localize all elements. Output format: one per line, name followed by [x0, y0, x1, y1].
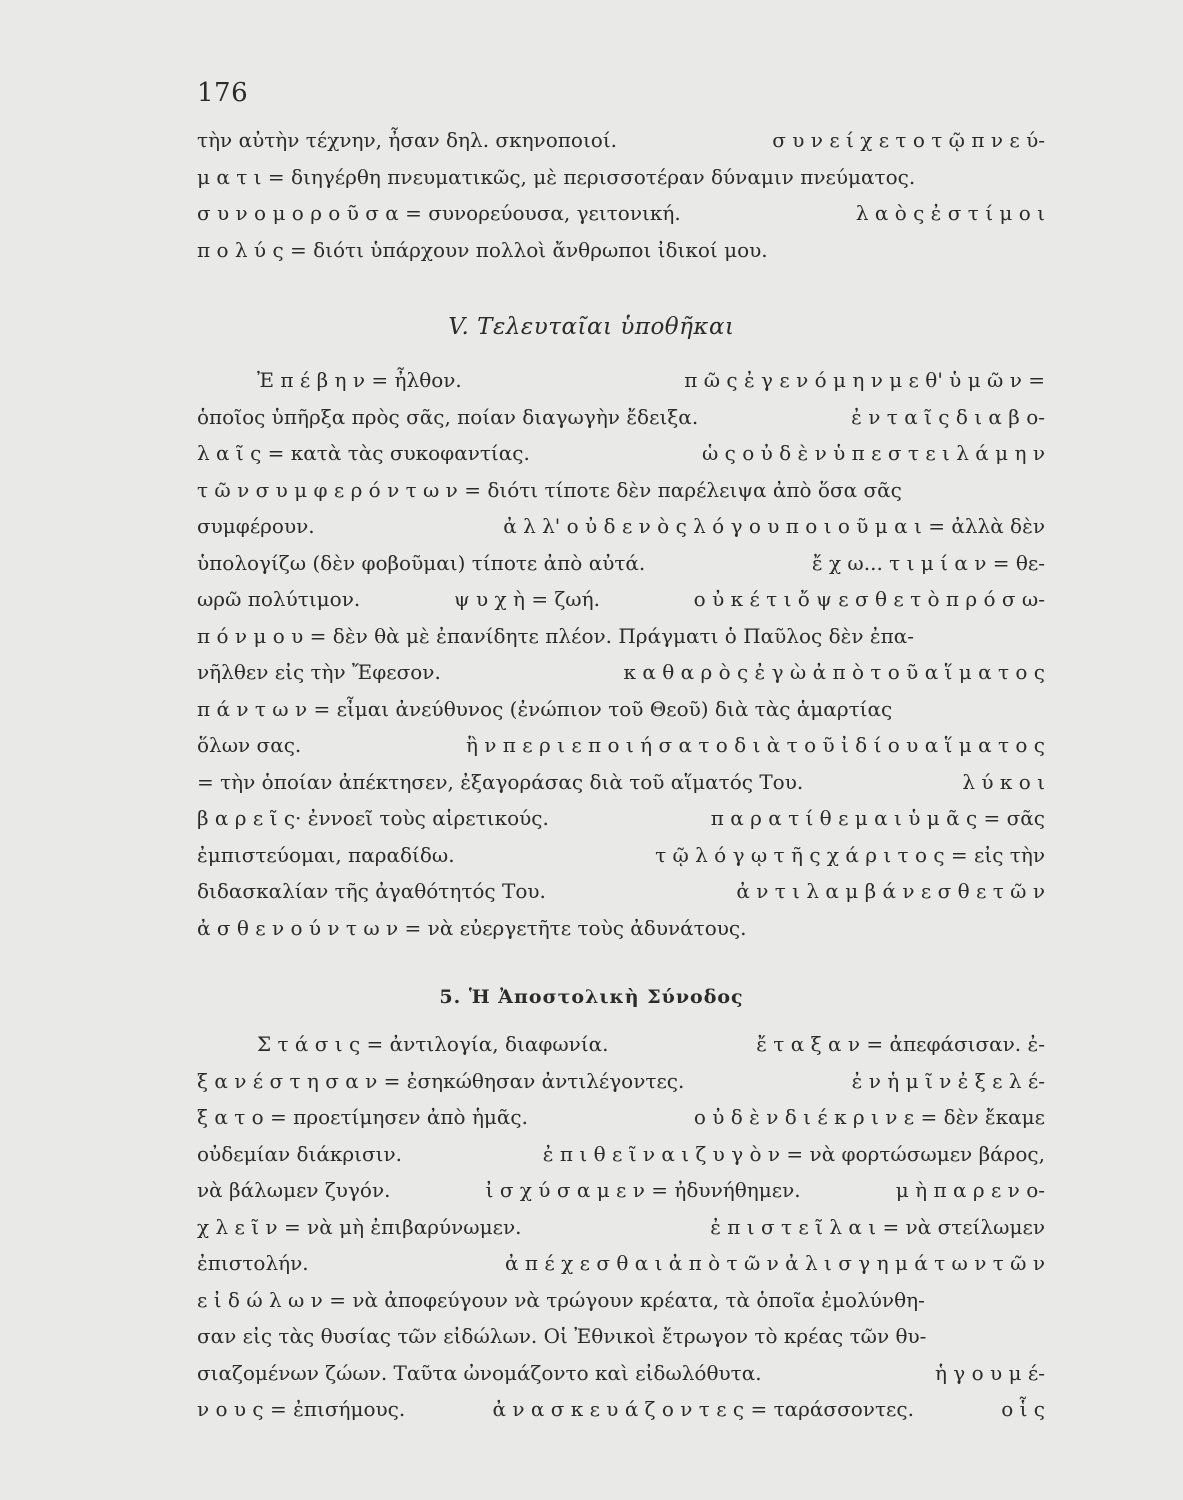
text-line	[197, 1288, 1045, 1325]
text-line	[197, 770, 1045, 807]
text-segment: νῆλθεν εἰς τὴν Ἔφεσον.	[197, 660, 441, 684]
text-segment: ο ὐ κ έ τ ι ὄ ψ ε σ θ ε τ ὸ π ρ ό σ ω-	[693, 587, 1045, 611]
text-line	[197, 624, 1045, 661]
text-segment: τὴν αὐτὴν τέχνην, ἦσαν δηλ. σκηνοποιοί.	[197, 128, 618, 152]
text-line	[197, 697, 1045, 734]
text-segment: ἐπιστολήν.	[197, 1251, 309, 1275]
text-line	[197, 551, 1045, 588]
text-segment: ἰ σ χ ύ σ α μ ε ν = ἠδυνήθημεν.	[485, 1178, 801, 1202]
text-segment: π ό ν μ ο υ = δὲν θὰ μὲ ἐπανίδητε πλέον. Πράγματι ὁ Παῦλος δὲν ἐπα-	[197, 623, 915, 648]
text-segment: ἀ ν τ ι λ α μ β ά ν ε σ θ ε τ ῶ ν	[736, 879, 1045, 903]
text-segment: ἀ σ θ ε ν ο ύ ν τ ω ν = νὰ εὐεργετῆτε τοὺς ἀδυνάτους.	[197, 915, 747, 940]
text-segment: διδασκαλίαν τῆς ἀγαθότητός Του.	[197, 879, 546, 903]
text-line	[197, 238, 1045, 275]
text-segment: Ἐ π έ β η ν = ἦλθον.	[257, 368, 462, 392]
text-line	[197, 806, 1045, 843]
text-segment: ἣ ν π ε ρ ι ε π ο ι ή σ α τ ο δ ι ὰ τ ο ῦ ἰ δ ί ο υ α ἵ μ α τ ο ς	[465, 733, 1045, 757]
text-segment: ο ὐ δ ὲ ν δ ι έ κ ρ ι ν ε = δὲν ἔκαμε	[693, 1105, 1045, 1129]
text-segment: λ α ὸ ς ἐ σ τ ί μ ο ι	[855, 201, 1045, 225]
section-heading-5: 5. Ἡ Ἀποστολικὴ Σύνοδος	[439, 986, 744, 1008]
text-segment: ν ο υ ς = ἐπισήμους.	[197, 1397, 406, 1421]
text-segment: ἀ λ λ' ο ὐ δ ε ν ὸ ς λ ό γ ο υ π ο ι ο ῦ μ α ι = ἀλλὰ δὲν	[503, 514, 1045, 538]
text-segment: ἀ π έ χ ε σ θ α ι ἀ π ὸ τ ῶ ν ἀ λ ι σ γ η μ ά τ ω ν τ ῶ ν	[505, 1251, 1045, 1275]
text-line	[197, 368, 1045, 405]
text-segment: τ ῷ λ ό γ ῳ τ ῆ ς χ ά ρ ι τ ο ς = εἰς τὴν	[655, 842, 1045, 867]
text-segment: ἐμπιστεύομαι, παραδίδω.	[197, 842, 455, 867]
text-segment: κ α θ α ρ ὸ ς ἐ γ ὼ ἀ π ὸ τ ο ῦ α ἵ μ α τ ο ς	[623, 660, 1045, 684]
text-segment: β α ρ ε ῖ ς· ἐννοεῖ τοὺς αἱρετικούς.	[197, 806, 549, 830]
text-segment: ἐ π ι σ τ ε ῖ λ α ι = νὰ στείλωμεν	[710, 1214, 1045, 1239]
text-line	[197, 514, 1045, 551]
text-line	[197, 405, 1045, 442]
text-line	[197, 916, 1045, 953]
text-segment: τ ῶ ν σ υ μ φ ε ρ ό ν τ ω ν = διότι τίποτε δὲν παρέλειψα ἀπὸ ὅσα σᾶς	[197, 477, 902, 502]
text-line	[197, 1178, 1045, 1215]
text-line	[197, 1142, 1045, 1179]
text-line	[197, 879, 1045, 916]
text-segment: ωρῶ πολύτιμον.	[197, 587, 361, 611]
text-line	[197, 1215, 1045, 1252]
text-segment: ἔ χ ω... τ ι μ ί α ν = θε-	[811, 550, 1045, 575]
text-segment: ὅλων σας.	[197, 733, 302, 757]
text-line	[197, 1069, 1045, 1106]
text-line	[197, 1251, 1045, 1288]
text-segment: ὑπολογίζω (δὲν φοβοῦμαι) τίποτε ἀπὸ αὐτά.	[197, 550, 646, 575]
text-segment: ὡ ς ο ὐ δ ὲ ν ὑ π ε σ τ ε ι λ ά μ η ν	[702, 441, 1045, 465]
text-segment: χ λ ε ῖ ν = νὰ μὴ ἐπιβαρύνωμεν.	[197, 1214, 522, 1239]
text-segment: ξ α ν έ σ τ η σ α ν = ἐσηκώθησαν ἀντιλέγοντες.	[197, 1068, 685, 1093]
paragraph-3	[197, 1032, 1045, 1434]
text-line	[197, 165, 1045, 202]
text-segment: σαν εἰς τὰς θυσίας τῶν εἰδώλων. Οἱ Ἐθνικοὶ ἔτρωγον τὸ κρέας τῶν θυ-	[197, 1324, 927, 1348]
text-segment: λ α ῖ ς = κατὰ τὰς συκοφαντίας.	[197, 441, 530, 465]
text-segment: ἡ γ ο υ μ έ-	[934, 1360, 1045, 1385]
text-segment: π α ρ α τ ί θ ε μ α ι ὑ μ ᾶ ς = σᾶς	[710, 806, 1045, 830]
text-segment: ψ υ χ ὴ = ζωή.	[453, 587, 600, 611]
text-segment: μ α τ ι = διηγέρθη πνευματικῶς, μὲ περισσοτέραν δύναμιν πνεύματος.	[197, 164, 916, 189]
text-segment: ἐ ν ἡ μ ῖ ν ἐ ξ ε λ έ-	[851, 1068, 1045, 1093]
text-line	[197, 1105, 1045, 1142]
text-segment: νὰ βάλωμεν ζυγόν.	[197, 1178, 391, 1202]
text-line	[197, 441, 1045, 478]
text-segment: συμφέρουν.	[197, 514, 315, 538]
text-line	[197, 843, 1045, 880]
text-segment: λ ύ κ ο ι	[962, 769, 1045, 794]
text-line	[197, 1361, 1045, 1398]
text-segment: οὐδεμίαν διάκρισιν.	[197, 1141, 402, 1166]
text-line	[197, 733, 1045, 770]
text-segment: ε ἰ δ ώ λ ω ν = νὰ ἀποφεύγουν νὰ τρώγουν κρέατα, τὰ ὁποῖα ἐμολύνθη-	[197, 1287, 925, 1312]
text-segment: ὁποῖος ὑπῆρξα πρὸς σᾶς, ποίαν διαγωγὴν ἔδειξα.	[197, 404, 699, 429]
text-line	[197, 1324, 1045, 1361]
text-segment: ξ α τ ο = προετίμησεν ἀπὸ ἡμᾶς.	[197, 1105, 528, 1129]
text-segment: ἀ ν α σ κ ε υ ά ζ ο ν τ ε ς = ταράσσοντες.	[492, 1397, 914, 1421]
text-segment: = τὴν ὁποίαν ἀπέκτησεν, ἐξαγοράσας διὰ τοῦ αἵματός Του.	[197, 769, 804, 794]
text-segment: σ υ ν ο μ ο ρ ο ῦ σ α = συνορεύουσα, γειτονική.	[197, 201, 681, 225]
text-line	[197, 660, 1045, 697]
text-line	[197, 1397, 1045, 1434]
text-segment: ἐ π ι θ ε ῖ ν α ι ζ υ γ ὸ ν = νὰ φορτώσωμεν βάρος,	[542, 1141, 1045, 1166]
text-segment: σ υ ν ε ί χ ε τ ο τ ῷ π ν ε ύ-	[772, 128, 1045, 152]
text-segment: σιαζομένων ζώων. Ταῦτα ὠνομάζοντο καὶ εἰδωλόθυτα.	[197, 1360, 762, 1385]
paragraph-2	[197, 368, 1045, 952]
page-number: 176	[197, 78, 249, 108]
text-segment: ἐ ν τ α ῖ ς δ ι α β ο-	[851, 404, 1045, 429]
text-segment: ἔ τ α ξ α ν = ἀπεφάσισαν. ἐ-	[756, 1032, 1045, 1056]
paragraph-1	[197, 128, 1045, 274]
text-segment: π ῶ ς ἐ γ ε ν ό μ η ν μ ε θ' ὑ μ ῶ ν =	[684, 368, 1045, 392]
text-line	[197, 128, 1045, 165]
text-segment: π ά ν τ ω ν = εἶμαι ἀνεύθυνος (ἐνώπιον τοῦ Θεοῦ) διὰ τὰς ἁμαρτίας	[197, 696, 893, 721]
text-segment: Σ τ ά σ ι ς = ἀντιλογία, διαφωνία.	[257, 1032, 609, 1056]
text-line	[197, 201, 1045, 238]
text-line	[197, 587, 1045, 624]
text-segment: ο ἷ ς	[1001, 1397, 1045, 1421]
text-line	[197, 478, 1045, 515]
text-segment: π ο λ ύ ς = διότι ὑπάρχουν πολλοὶ ἄνθρωποι ἰδικοί μου.	[197, 237, 768, 262]
section-heading-v: V. Τελευταῖαι ὑποθῆκαι	[448, 314, 735, 340]
text-line	[197, 1032, 1045, 1069]
text-segment: μ ὴ π α ρ ε ν ο-	[895, 1178, 1045, 1202]
